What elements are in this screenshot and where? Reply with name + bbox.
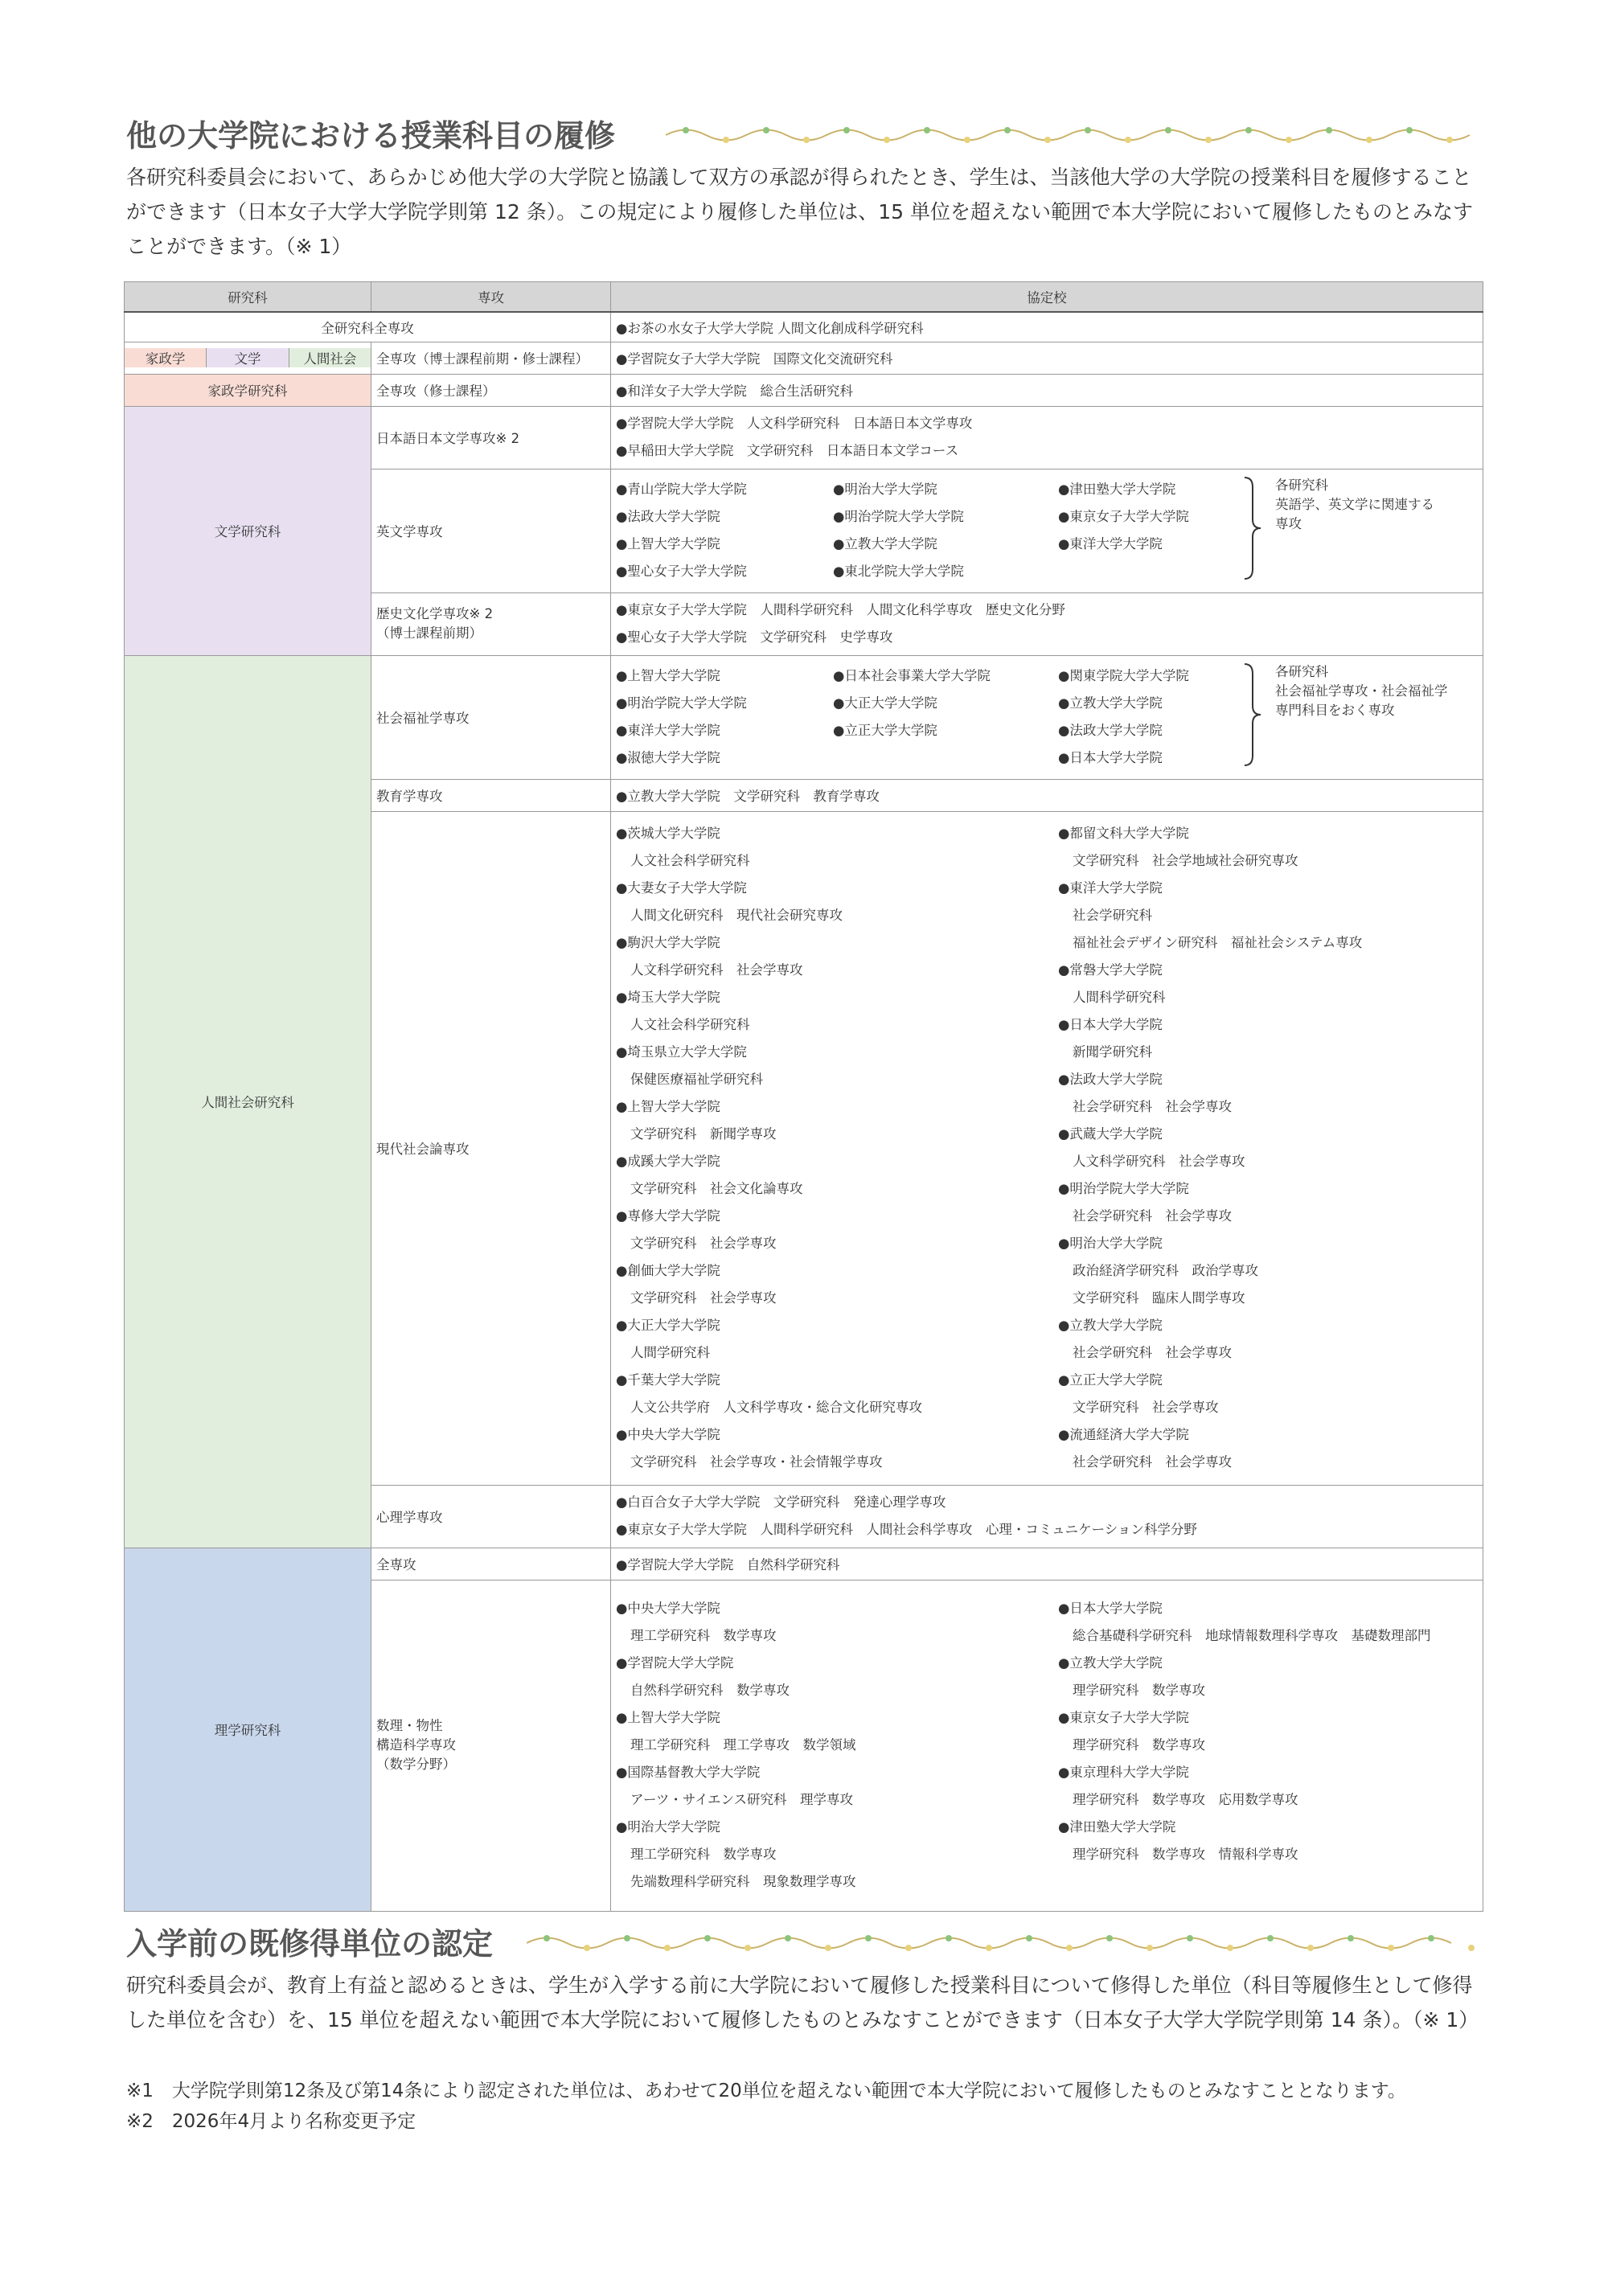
partner-school: ●立教大学大学院 文学研究科 教育学専攻 [611,779,1483,811]
list-item: 自然科学研究科 数学専攻 [630,1683,790,1698]
section2-body: 研究科委員会が、教育上有益と認めるときは、学生が入学する前に大学院において履修した授業科目について修得した単位（科目等履修生として修得した単位を含む）を、15 単位を超えない範囲で本大学院において履修したものとみなすことができます（日本女子大学大学院学則第 14 条）。（※ 1） [126,1974,1479,2032]
list-item: ●東京女子大学大学院 [1058,1710,1189,1725]
list-column-right [1058,820,1500,1476]
partner-school: ●お茶の水女子大学大学院 人間文化創成科学研究科 [611,312,1483,342]
note-block [1275,662,1508,720]
list-item: 理工学研究科 数学専攻 [630,1628,777,1643]
list-item: アーツ・サイエンス研究科 理学専攻 [630,1792,854,1807]
tri-dept-cell [125,342,371,374]
list-item: ●中央大学大学院 [616,1427,720,1442]
list-item: ●東京女子大学大学院 [1058,509,1189,524]
list-item: ●立教大学大学院 [1058,1655,1163,1671]
list-item: ●大正大学大学院 [616,1318,720,1333]
list-item: ●埼玉大学大学院 [616,990,720,1005]
table-header-row [125,282,1483,313]
list-item: ●白百合女子大学大学院 文学研究科 発達心理学専攻 [616,1494,946,1510]
list-item: ●早稲田大学大学院 文学研究科 日本語日本文学コース [616,443,959,458]
list-item: 人文科学研究科 社会学専攻 [1073,1154,1245,1169]
list-item: ●聖心女子大学大学院 文学研究科 史学専攻 [616,629,893,645]
list-item: 文学研究科 社会文化論専攻 [630,1181,803,1196]
partner-list [611,1485,1483,1548]
list-item: ●東洋大学大学院 [616,723,720,738]
major-cell: 教育学専攻 [371,779,611,811]
list-item: ●関東学院大学大学院 [1058,668,1189,683]
list-item: ●立教大学大学院 [1058,1318,1163,1333]
list-item: 文学研究科 社会学専攻 [1073,1400,1219,1415]
list-item: ●東京理科大学大学院 [1058,1765,1189,1780]
list-item: 先端数理科学研究科 現象数理学専攻 [630,1874,856,1889]
list-item: ●東洋大学大学院 [1058,880,1163,896]
dept-ningen: 人間社会研究科 [125,655,371,1548]
major-cell: 社会福祉学専攻 [371,655,611,779]
list-item: 人文公共学府 人文科学専攻・総合文化研究専攻 [630,1400,922,1415]
major-line: （博士課程前期） [376,625,482,641]
note-line: 専門科目をおく専攻 [1275,703,1395,718]
partner-list [611,655,1483,779]
list-item: ●中央大学大学院 [616,1601,720,1616]
major-line: 歴史文化学専攻※ 2 [376,606,494,621]
list-item: 人文社会科学研究科 [630,1017,750,1032]
list-item: ●東京女子大学大学院 人間科学研究科 人間社会科学専攻 心理・コミュニケーション科学分野 [616,1522,1197,1537]
list-item: ●明治大学大学院 [1058,1236,1163,1251]
major-line: （数学分野） [376,1757,456,1772]
list-item: 理学研究科 数学専攻 [1073,1737,1205,1753]
list-item: ●明治大学大学院 [833,482,937,497]
list-item: ●日本大学大学院 [1058,1601,1163,1616]
list-item: 理学研究科 数学専攻 応用数学専攻 [1073,1792,1298,1807]
major-cell: 全専攻（博士課程前期・修士課程） [371,342,611,374]
list-item: 理学研究科 数学専攻 [1073,1683,1205,1698]
list-item: ●都留文科大学大学院 [1058,826,1189,841]
major-cell: 心理学専攻 [371,1485,611,1548]
major-cell: 日本語日本文学専攻※ 2 [371,406,611,469]
list-item: ●東洋大学大学院 [1058,536,1163,551]
list-item: 社会学研究科 社会学専攻 [1073,1099,1232,1114]
list-item: ●法政大学大学院 [1058,723,1163,738]
partner-list [611,469,1483,592]
list-item: ●立教大学大学院 [1058,695,1163,711]
all-schools-cell: 全研究科全専攻 [125,312,611,342]
agreement-table [124,281,1483,1912]
vine-decoration [666,123,1483,147]
partner-school: ●学習院女子大学大学院 国際文化交流研究科 [611,342,1483,374]
list-item: ●聖心女子大学大学院 [616,564,747,579]
dept-tag-kasei: 家政学 [125,348,207,367]
list-item: 人間文化研究科 現代社会研究専攻 [630,908,843,923]
partner-school: ●学習院大学大学院 自然科学研究科 [611,1548,1483,1580]
table-row [125,1548,1483,1580]
note-block [1275,476,1508,534]
brace-icon [1243,662,1275,767]
list-item: ●上智大学大学院 [616,668,720,683]
list-item: 文学研究科 新聞学専攻 [630,1126,777,1142]
list-item: 理工学研究科 数学専攻 [630,1847,777,1862]
list-item: ●日本大学大学院 [1058,750,1163,765]
major-line: 数理・物性 [376,1718,443,1733]
list-item: ●国際基督教大学大学院 [616,1765,761,1780]
dept-rigaku: 理学研究科 [125,1548,371,1911]
list-item: 福祉社会デザイン研究科 福祉社会システム専攻 [1073,935,1363,950]
list-item: ●専修大学大学院 [616,1208,720,1224]
list-item: 人間科学研究科 [1073,990,1166,1005]
header-graduate-school: 研究科 [125,282,371,313]
major-cell [371,1580,611,1911]
dept-kasei: 家政学研究科 [125,374,371,406]
list-item: ●日本社会事業大学大学院 [833,668,991,683]
brace-icon [1243,476,1275,580]
list-item: ●法政大学大学院 [616,509,720,524]
table-row [125,342,1483,374]
dept-tag-bungaku: 文学 [207,348,289,367]
list-item: 社会学研究科 [1073,908,1152,923]
list-item: 社会学研究科 社会学専攻 [1073,1454,1232,1470]
footnote-2: ※2 2026年4月より名称変更予定 [126,2111,416,2132]
list-item: ●法政大学大学院 [1058,1072,1163,1087]
header-partner-schools: 協定校 [611,282,1483,313]
list-item: ●東北学院大学大学院 [833,564,964,579]
list-item: ●立正大学大学院 [1058,1372,1163,1388]
list-item: ●明治学院大学大学院 [616,695,747,711]
list-column-right [1058,1595,1500,1896]
major-cell: 全専攻（修士課程） [371,374,611,406]
list-item: 文学研究科 臨床人間学専攻 [1073,1290,1245,1306]
list-item: ●千葉大学大学院 [616,1372,720,1388]
list-item: ●東京女子大学大学院 人間科学研究科 人間文化科学専攻 歴史文化分野 [616,602,1065,617]
list-item: ●創価大学大学院 [616,1263,720,1278]
list-item: ●明治大学大学院 [616,1819,720,1835]
list-item: ●日本大学大学院 [1058,1017,1163,1032]
list-item: 人文科学研究科 社会学専攻 [630,962,803,978]
list-item: ●立教大学大学院 [833,536,937,551]
section1-body: 各研究科委員会において、あらかじめ他大学の大学院と協議して双方の承認が得られたとき、学生は、当該他大学の大学院の授業科目を履修することができます（日本女子大学大学院学則第 12 条）。この規定により履修した単位は、15 単位を超えない範囲で本大学院において履修したものとみなすことができます。（※ 1） [126,166,1473,258]
list-item: ●大妻女子大学大学院 [616,880,747,896]
list-item: ●成蹊大学大学院 [616,1154,720,1169]
partner-list [611,592,1483,655]
list-item: 社会学研究科 社会学専攻 [1073,1345,1232,1360]
list-item: ●上智大学大学院 [616,536,720,551]
list-item: 人間学研究科 [630,1345,710,1360]
major-line: 構造科学専攻 [376,1737,456,1753]
list-item: ●津田塾大学大学院 [1058,482,1176,497]
list-item: ●上智大学大学院 [616,1710,720,1725]
table-row [125,655,1483,779]
list-item: ●津田塾大学大学院 [1058,1819,1176,1835]
major-cell [371,592,611,655]
note-line: 専攻 [1275,516,1302,531]
list-item: ●武蔵大学大学院 [1058,1126,1163,1142]
list-item: ●上智大学大学院 [616,1099,720,1114]
list-item: ●埼玉県立大学大学院 [616,1044,747,1060]
partner-list [611,811,1483,1485]
list-item: ●立正大学大学院 [833,723,937,738]
list-item: ●常磐大学大学院 [1058,962,1163,978]
table-row [125,312,1483,342]
list-item: ●学習院大学大学院 人文科学研究科 日本語日本文学専攻 [616,416,973,431]
note-line: 各研究科 [1275,478,1328,493]
note-line: 英語学、英文学に関連する [1275,497,1434,512]
list-item: 保健医療福祉学研究科 [630,1072,763,1087]
list-item: 文学研究科 社会学専攻・社会情報学専攻 [630,1454,883,1470]
list-item: 新聞学研究科 [1073,1044,1152,1060]
table-row [125,374,1483,406]
list-item: ●茨城大学大学院 [616,826,720,841]
dept-bungaku: 文学研究科 [125,406,371,655]
major-cell: 英文学専攻 [371,469,611,592]
partner-list [611,1580,1483,1911]
list-column-left [616,1595,1058,1896]
note-line: 社会福祉学専攻・社会福祉学 [1275,683,1448,699]
list-column-left [616,820,1058,1476]
vine-decoration [527,1931,1483,1955]
list-item: ●流通経済大学大学院 [1058,1427,1189,1442]
dept-tag-ningen: 人間社会 [289,348,371,367]
list-item: 文学研究科 社会学専攻 [630,1236,777,1251]
list-item: ●淑徳大学大学院 [616,750,720,765]
list-item: 総合基礎科学研究科 地球情報数理科学専攻 基礎数理部門 [1073,1628,1431,1643]
list-item: ●明治学院大学大学院 [833,509,964,524]
list-item: 文学研究科 社会学専攻 [630,1290,777,1306]
list-item: 政治経済学研究科 政治学専攻 [1073,1263,1258,1278]
partner-school: ●和洋女子大学大学院 総合生活研究科 [611,374,1483,406]
list-item: 人文社会科学研究科 [630,853,750,868]
table-row [125,406,1483,469]
major-cell: 全専攻 [371,1548,611,1580]
list-item: 理工学研究科 理工学専攻 数学領域 [630,1737,856,1753]
header-major: 専攻 [371,282,611,313]
list-item: 社会学研究科 社会学専攻 [1073,1208,1232,1224]
list-item: ●明治学院大学大学院 [1058,1181,1189,1196]
list-item: 文学研究科 社会学地域社会研究専攻 [1073,853,1298,868]
list-item: ●大正大学大学院 [833,695,937,711]
partner-list [611,406,1483,469]
footnote-1: ※1 大学院学則第12条及び第14条により認定された単位は、あわせて20単位を超えない範囲で本大学院において履修したものとみなすこととなります。 [126,2081,1406,2101]
major-cell: 現代社会論専攻 [371,811,611,1485]
note-line: 各研究科 [1275,664,1328,679]
list-item: ●学習院大学大学院 [616,1655,734,1671]
list-item: ●青山学院大学大学院 [616,482,747,497]
section-title-prior-credits: 入学前の既修得単位の認定 [126,1926,494,1962]
section-title-other-grad: 他の大学院における授業科目の履修 [126,118,616,154]
list-item: ●駒沢大学大学院 [616,935,720,950]
list-item: 理学研究科 数学専攻 情報科学専攻 [1073,1847,1298,1862]
